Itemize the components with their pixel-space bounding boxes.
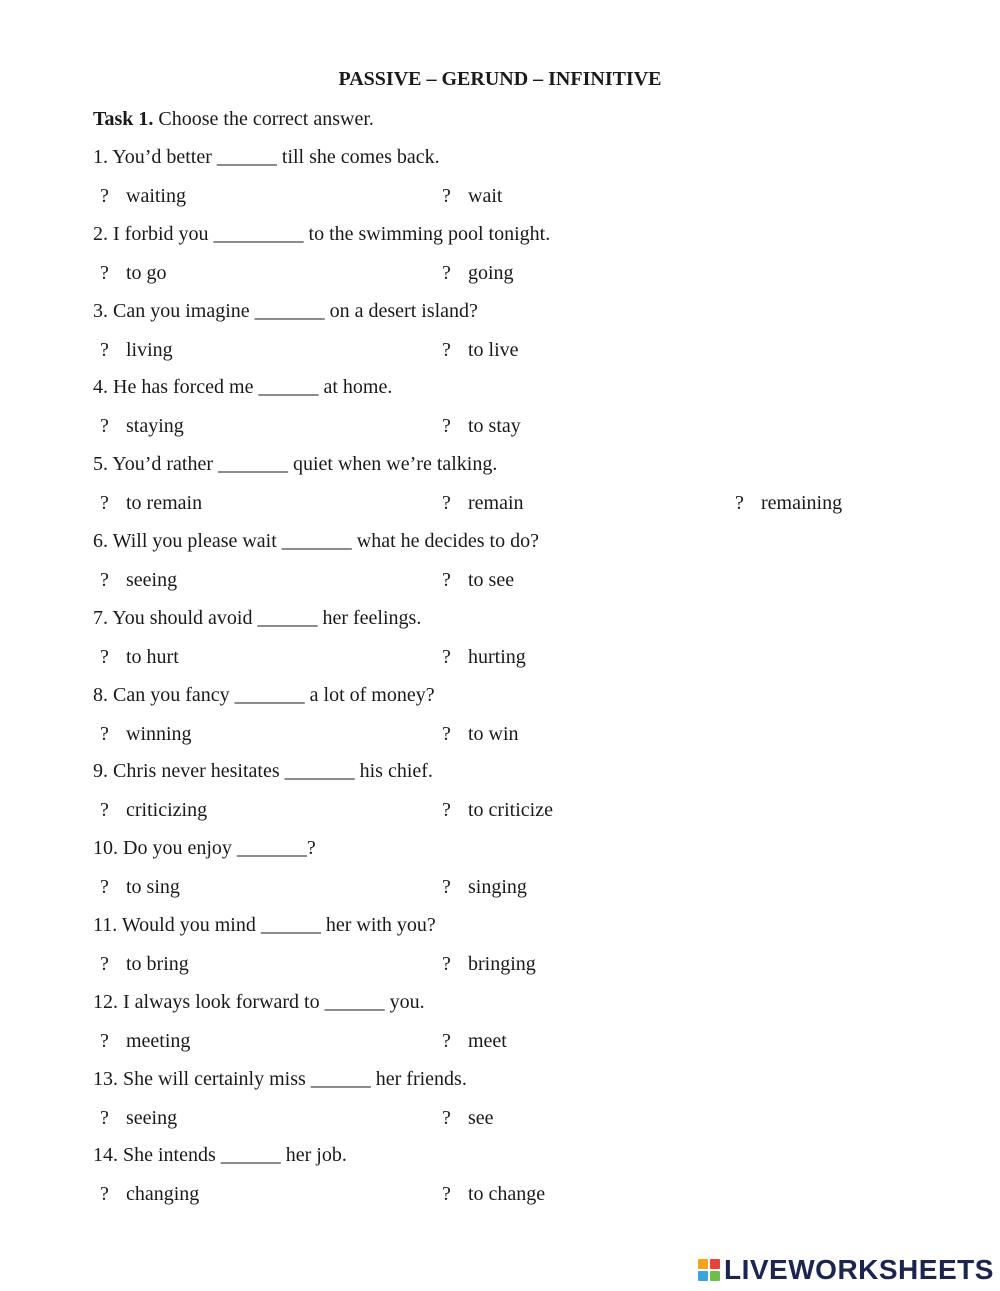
answer-option[interactable]	[100, 1107, 177, 1130]
option-marker: ?	[442, 415, 451, 438]
option-label: to see	[468, 569, 515, 591]
logo-square	[698, 1271, 708, 1281]
option-marker: ?	[442, 338, 451, 361]
option-marker: ?	[735, 492, 744, 515]
question-text: 7. You should avoid ______ her feelings.	[93, 606, 422, 629]
answer-option[interactable]	[442, 1030, 507, 1053]
question-text: 3. Can you imagine _______ on a desert island?	[93, 299, 478, 322]
option-label: meet	[468, 1029, 507, 1052]
answer-option[interactable]	[100, 185, 186, 208]
option-label: criticizing	[126, 799, 208, 822]
liveworksheets-logo	[698, 1256, 994, 1284]
answer-option[interactable]	[442, 262, 514, 285]
option-label: bringing	[468, 953, 536, 975]
question-text: 1. You’d better ______ till she comes back.	[93, 146, 440, 168]
option-label: to criticize	[468, 799, 553, 822]
option-label: to win	[468, 722, 519, 745]
option-label: to hurt	[126, 645, 179, 668]
option-label: to bring	[126, 953, 189, 975]
answer-option[interactable]	[100, 262, 167, 285]
answer-option[interactable]	[442, 953, 536, 976]
option-marker: ?	[100, 722, 109, 745]
answer-option[interactable]	[442, 492, 524, 515]
option-marker: ?	[442, 261, 451, 284]
option-marker: ?	[442, 569, 451, 591]
answer-option[interactable]	[100, 723, 192, 746]
answer-option[interactable]	[442, 415, 521, 438]
answer-option[interactable]	[442, 876, 527, 899]
answer-option[interactable]	[100, 876, 180, 899]
option-marker: ?	[100, 1029, 109, 1052]
option-marker: ?	[442, 876, 451, 899]
logo-icon	[698, 1259, 720, 1281]
option-label: to go	[126, 261, 167, 284]
task-label: Task 1.	[93, 108, 154, 130]
answer-option[interactable]	[100, 1183, 199, 1206]
option-marker: ?	[100, 799, 109, 822]
option-label: to change	[468, 1183, 546, 1206]
option-label: to sing	[126, 876, 180, 899]
option-marker: ?	[442, 1106, 451, 1129]
option-label: seeing	[126, 569, 178, 591]
option-marker: ?	[100, 953, 109, 975]
option-marker: ?	[100, 261, 109, 284]
option-marker: ?	[442, 953, 451, 975]
answer-option[interactable]	[442, 1107, 494, 1130]
option-marker: ?	[100, 185, 109, 207]
option-label: to stay	[468, 415, 521, 438]
answer-option[interactable]	[442, 723, 519, 746]
answer-option[interactable]	[100, 415, 184, 438]
answer-option[interactable]	[442, 799, 553, 822]
question-text: 4. He has forced me ______ at home.	[93, 376, 393, 399]
option-label: to remain	[126, 492, 203, 515]
question-text: 5. You’d rather _______ quiet when we’re talking.	[93, 453, 498, 476]
option-label: waiting	[126, 185, 186, 207]
option-marker: ?	[100, 569, 109, 591]
option-marker: ?	[100, 876, 109, 899]
option-label: remaining	[761, 492, 843, 515]
option-marker: ?	[100, 338, 109, 361]
answer-option[interactable]	[442, 339, 519, 362]
answer-option[interactable]	[100, 492, 202, 515]
worksheet-title: PASSIVE – GERUND – INFINITIVE	[338, 68, 662, 90]
answer-option[interactable]	[735, 492, 842, 515]
option-marker: ?	[100, 492, 109, 515]
answer-option[interactable]	[442, 569, 514, 592]
option-label: meeting	[126, 1029, 191, 1052]
logo-square	[698, 1259, 708, 1269]
answer-option[interactable]	[100, 1030, 190, 1053]
option-marker: ?	[442, 185, 451, 207]
question-text: 11. Would you mind ______ her with you?	[93, 914, 436, 936]
option-marker: ?	[442, 1029, 451, 1052]
option-label: staying	[126, 415, 184, 438]
answer-option[interactable]	[100, 339, 173, 362]
question-text: 10. Do you enjoy _______?	[93, 837, 316, 860]
logo-square	[710, 1259, 720, 1269]
question-text: 13. She will certainly miss ______ her friends.	[93, 1067, 467, 1090]
question-text: 8. Can you fancy _______ a lot of money?	[93, 683, 435, 706]
option-label: see	[468, 1106, 494, 1129]
answer-option[interactable]	[100, 953, 189, 976]
option-marker: ?	[100, 1106, 109, 1129]
option-label: singing	[468, 876, 527, 899]
question-text: 2. I forbid you _________ to the swimming pool tonight.	[93, 222, 551, 245]
option-marker: ?	[100, 415, 109, 438]
option-label: wait	[468, 185, 503, 207]
option-marker: ?	[100, 645, 109, 668]
answer-option[interactable]	[442, 185, 502, 208]
task-heading	[93, 108, 374, 131]
answer-option[interactable]	[100, 569, 177, 592]
logo-text: LIVEWORKSHEETS	[724, 1254, 994, 1285]
option-marker: ?	[100, 1183, 109, 1206]
option-label: changing	[126, 1183, 200, 1206]
answer-option[interactable]	[100, 799, 207, 822]
option-label: living	[126, 338, 173, 361]
answer-option[interactable]	[442, 646, 526, 669]
option-marker: ?	[442, 722, 451, 745]
answer-option[interactable]	[100, 646, 179, 669]
option-label: seeing	[126, 1106, 178, 1129]
option-label: hurting	[468, 645, 526, 668]
task-instruction: Choose the correct answer.	[153, 108, 374, 130]
option-label: going	[468, 261, 514, 284]
option-marker: ?	[442, 1183, 451, 1206]
option-label: to live	[468, 338, 519, 361]
option-label: winning	[126, 722, 192, 745]
option-marker: ?	[442, 799, 451, 822]
option-marker: ?	[442, 492, 451, 515]
answer-option[interactable]	[442, 1183, 545, 1206]
question-text: 9. Chris never hesitates _______ his chief.	[93, 760, 433, 783]
logo-square	[710, 1271, 720, 1281]
question-text: 12. I always look forward to ______ you.	[93, 990, 425, 1013]
question-text: 6. Will you please wait _______ what he decides to do?	[93, 530, 539, 552]
option-marker: ?	[442, 645, 451, 668]
option-label: remain	[468, 492, 524, 515]
question-text: 14. She intends ______ her job.	[93, 1144, 347, 1167]
